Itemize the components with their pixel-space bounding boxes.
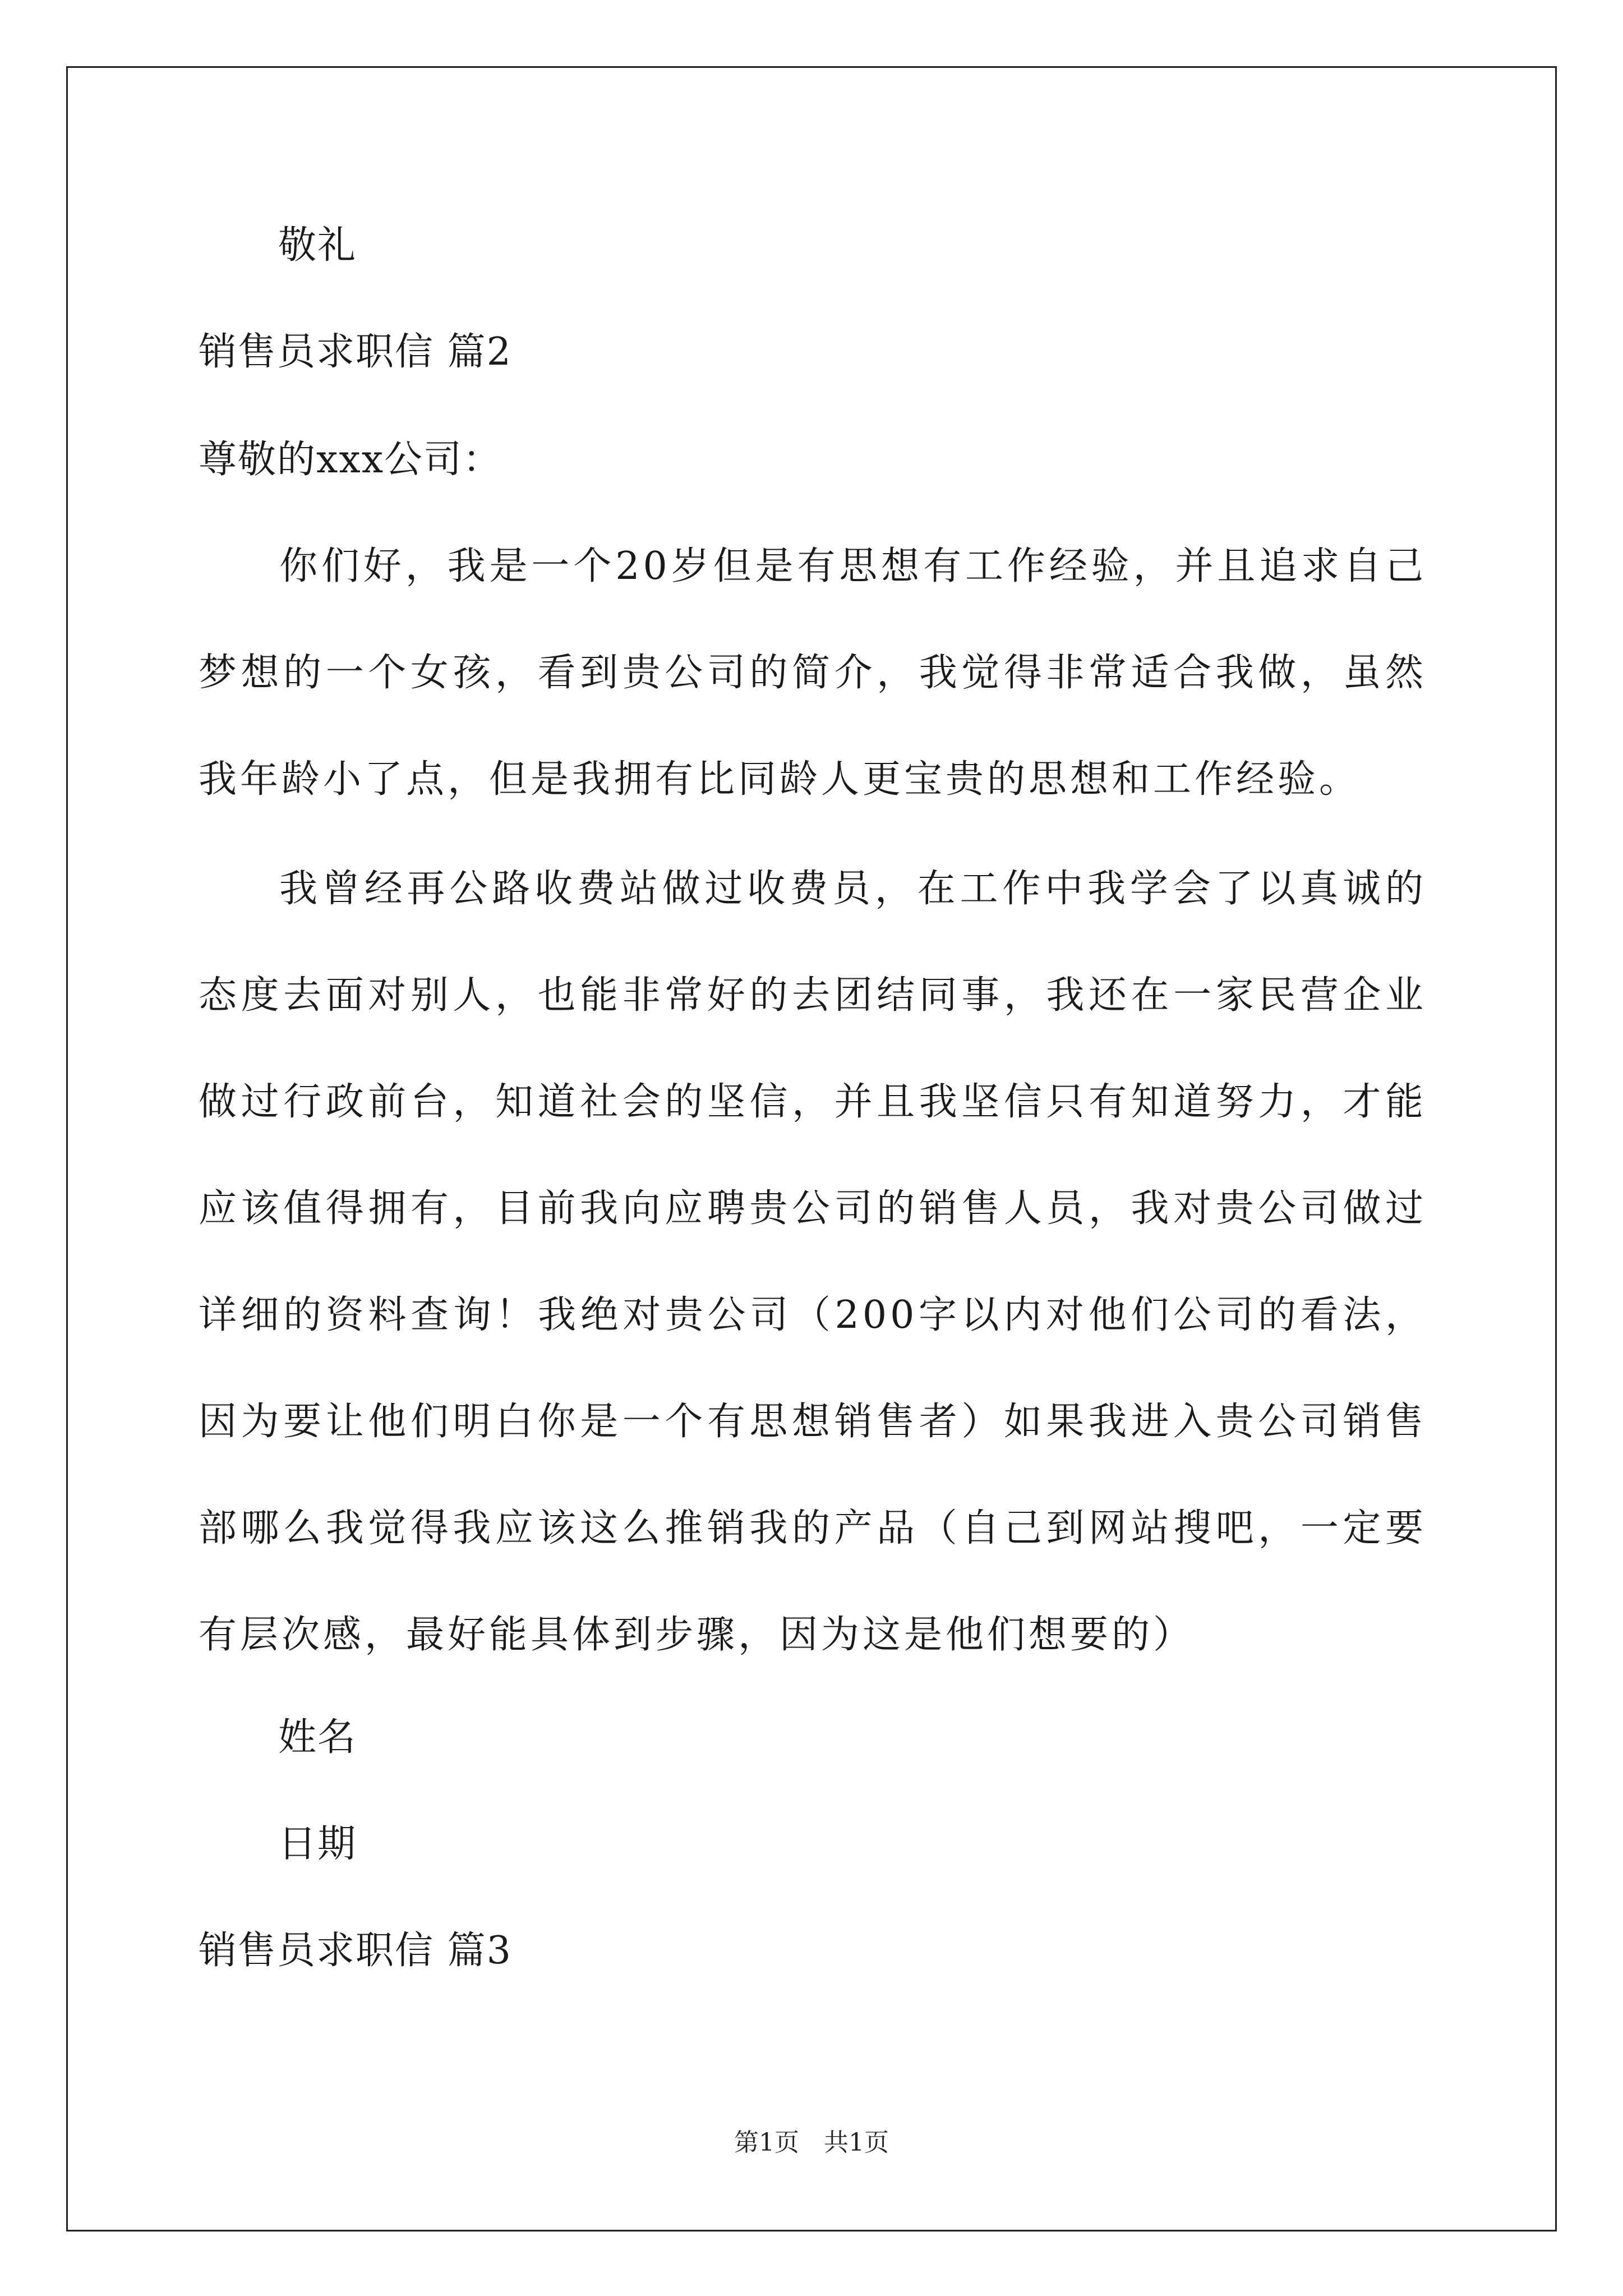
signature-date: 日期 [278,1822,357,1866]
section-heading-3: 销售员求职信 篇3 [199,1929,512,1973]
section-heading-2: 销售员求职信 篇2 [199,330,512,374]
paragraph-2: 我曾经再公路收费站做过收费员，在工作中我学会了以真诚的态度去面对别人，也能非常好的去团结同事，我还在一家民营企业做过行政前台，知道社会的坚信，并且我坚信只有知道努力，才能应该值得拥有，目前我向应聘贵公司的销售人员，我对贵公司做过详细的资料查询！我绝对贵公司（200字以内对他们公司的看法，因为要让他们明白你是一个有思想销售者）如果我进入贵公司销售部哪么我觉得我应该这么推销我的产品（自己到网站搜吧，一定要有层次感，最好能具体到步骤，因为这是他们想要的） [199,867,1427,1657]
closing-text: 敬礼 [278,223,357,268]
signature-name: 姓名 [278,1715,357,1760]
paragraph-1: 你们好，我是一个20岁但是有思想有工作经验，并且追求自己梦想的一个女孩，看到贵公司的简介，我觉得非常适合我做，虽然我年龄小了点，但是我拥有比同龄人更宝贵的思想和工作经验。 [199,544,1427,802]
page-footer: 第1页 共1页 [734,2128,889,2157]
salutation: 尊敬的xxx公司： [199,438,502,482]
